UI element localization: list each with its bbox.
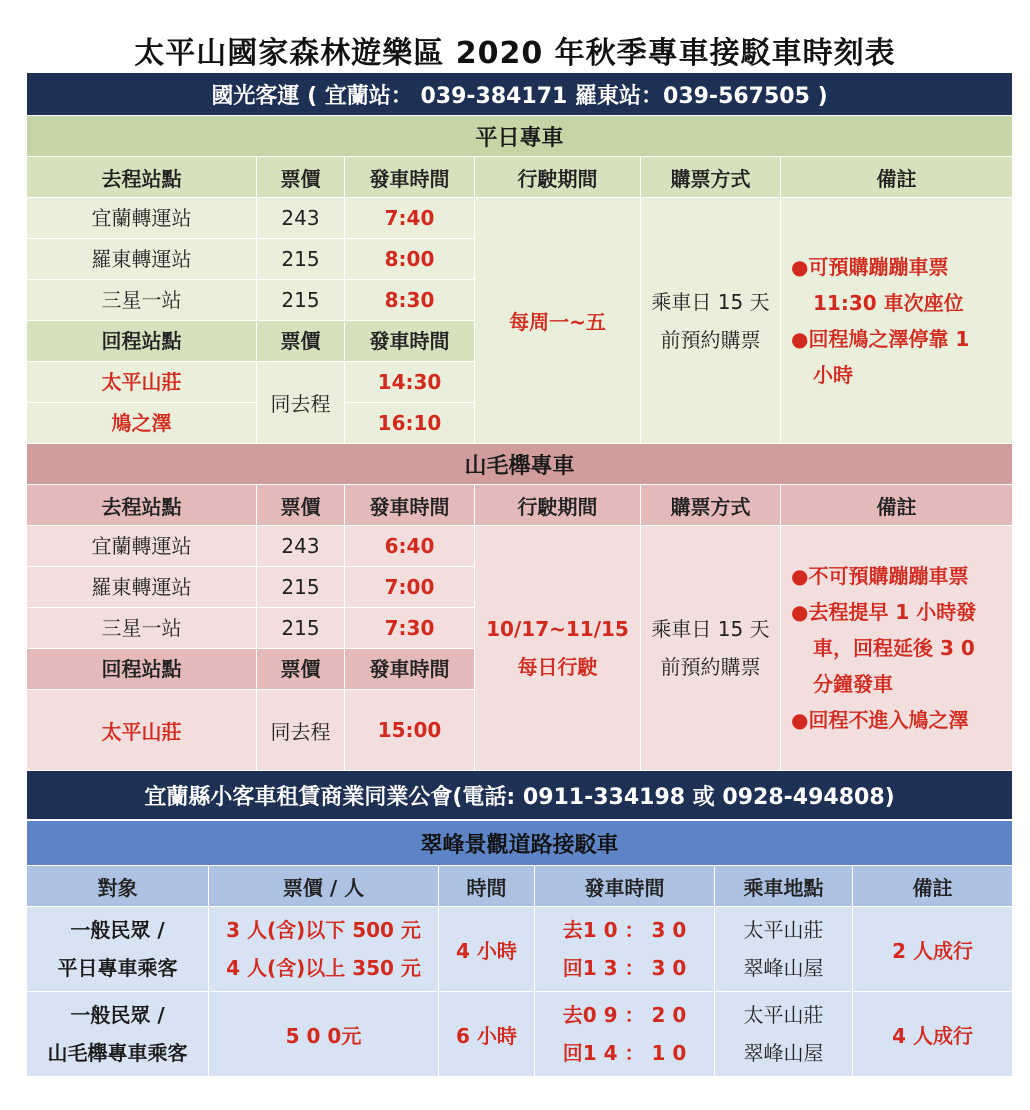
- note-line: ●可預購蹦蹦車票: [791, 254, 949, 279]
- header-notes: 備註: [853, 866, 1013, 907]
- header-price: 票價: [257, 321, 345, 362]
- table-row: [27, 526, 1013, 567]
- page-title: 太平山國家森林遊樂區 2020 年秋季專車接駁車時刻表: [134, 36, 896, 71]
- period-line: 10/17~11/15: [486, 617, 629, 641]
- header-price: 票價: [257, 649, 345, 690]
- header-notes: 備註: [781, 485, 1013, 526]
- target-line: 平日專車乘客: [57, 956, 178, 980]
- header-depart-time: 發車時間: [535, 866, 715, 907]
- note-line: ●去程提早 1 小時發: [791, 600, 977, 624]
- kuokuang-contact-bar: 國光客運 ( 宜蘭站： 039-384171 羅東站：039-567505 ): [27, 73, 1013, 116]
- note-line: 分鐘發車: [813, 672, 893, 696]
- bus-schedule-table: [26, 72, 1013, 820]
- note-line: ●不可預購蹦蹦車票: [791, 564, 969, 588]
- duration-cell: 4 小時: [439, 907, 535, 992]
- header-return-station: 回程站點: [27, 649, 257, 690]
- time-cell: 7:00: [345, 567, 475, 608]
- ticketing-line: 前預約購票: [660, 655, 761, 679]
- note-line: 車，回程延後 3 0: [813, 636, 975, 660]
- ticketing-line: 乘車日 15 天: [651, 289, 770, 314]
- price-cell: 243: [257, 198, 345, 239]
- cuifeng-shuttle-table: [26, 820, 1013, 1077]
- association-contact-bar: 宜蘭縣小客車租賃商業同業公會(電話: 0911-334198 或 0928-494808): [27, 771, 1013, 820]
- station-cell: 羅東轉運站: [27, 239, 257, 280]
- weekday-section-title: 平日專車: [27, 116, 1013, 157]
- header-depart-time: 發車時間: [345, 485, 475, 526]
- header-depart-time: 發車時間: [345, 157, 475, 198]
- beech-section-title: 山毛櫸專車: [27, 444, 1013, 485]
- depart-cell: [535, 992, 715, 1077]
- place-line: 太平山莊: [743, 1003, 824, 1027]
- header-price: 票價: [257, 157, 345, 198]
- place-cell: [715, 992, 853, 1077]
- target-cell: [27, 992, 209, 1077]
- return-time-cell: 14:30: [345, 362, 475, 403]
- target-cell: [27, 907, 209, 992]
- ticketing-line: 乘車日 15 天: [651, 617, 770, 641]
- table-row: [27, 198, 1013, 239]
- ticketing-line: 前預約購票: [660, 327, 761, 352]
- time-cell: 7:30: [345, 608, 475, 649]
- beech-period-cell: [475, 526, 641, 771]
- price-cell: 215: [257, 567, 345, 608]
- header-price-per-person: 票價 / 人: [209, 866, 439, 907]
- time-cell: 6:40: [345, 526, 475, 567]
- return-station-cell: 太平山莊: [27, 362, 257, 403]
- header-return-station: 回程站點: [27, 321, 257, 362]
- station-cell: 宜蘭轉運站: [27, 526, 257, 567]
- price-cell: [209, 907, 439, 992]
- target-line: 一般民眾 /: [70, 1003, 165, 1027]
- target-line: 山毛櫸專車乘客: [47, 1041, 188, 1065]
- return-price-cell: 同去程: [257, 690, 345, 771]
- place-line: 翠峰山屋: [743, 1041, 824, 1065]
- depart-line: 去0 9 ： 2 0: [562, 1003, 687, 1027]
- depart-line: 回1 4 ： 1 0: [562, 1041, 687, 1065]
- table-row: [27, 907, 1013, 992]
- schedule-table-wrapper: [26, 72, 1012, 1077]
- weekday-notes-cell: [781, 198, 1013, 444]
- header-ticketing: 購票方式: [641, 157, 781, 198]
- return-time-cell: 15:00: [345, 690, 475, 771]
- note-cell: 2 人成行: [853, 907, 1013, 992]
- depart-line: 去1 0 ： 3 0: [562, 918, 687, 942]
- weekday-period-cell: 每周一~五: [475, 198, 641, 444]
- note-line: 小時: [813, 362, 853, 387]
- depart-cell: [535, 907, 715, 992]
- station-cell: 宜蘭轉運站: [27, 198, 257, 239]
- beech-ticketing-cell: [641, 526, 781, 771]
- header-notes: 備註: [781, 157, 1013, 198]
- return-time-cell: 16:10: [345, 403, 475, 444]
- weekday-ticketing-cell: [641, 198, 781, 444]
- duration-cell: 6 小時: [439, 992, 535, 1077]
- header-outbound-station: 去程站點: [27, 485, 257, 526]
- time-cell: 8:00: [345, 239, 475, 280]
- target-line: 一般民眾 /: [70, 918, 165, 942]
- weekday-header-row: [27, 157, 1013, 198]
- place-line: 翠峰山屋: [743, 956, 824, 980]
- price-line: 4 人(含)以上 350 元: [226, 956, 421, 980]
- period-line: 每日行駛: [517, 655, 598, 679]
- place-cell: [715, 907, 853, 992]
- beech-header-row: [27, 485, 1013, 526]
- note-line: ●回程鳩之澤停靠 1: [791, 326, 970, 351]
- header-period: 行駛期間: [475, 157, 641, 198]
- price-cell: 215: [257, 280, 345, 321]
- header-depart-time: 發車時間: [345, 321, 475, 362]
- return-price-cell: 同去程: [257, 362, 345, 444]
- header-duration: 時間: [439, 866, 535, 907]
- station-cell: 三星一站: [27, 280, 257, 321]
- header-depart-time: 發車時間: [345, 649, 475, 690]
- header-target: 對象: [27, 866, 209, 907]
- note-cell: 4 人成行: [853, 992, 1013, 1077]
- return-station-cell: 鳩之澤: [27, 403, 257, 444]
- place-line: 太平山莊: [743, 918, 824, 942]
- return-station-cell: 太平山莊: [27, 690, 257, 771]
- price-cell: 243: [257, 526, 345, 567]
- header-price: 票價: [257, 485, 345, 526]
- header-outbound-station: 去程站點: [27, 157, 257, 198]
- price-cell: 215: [257, 608, 345, 649]
- header-boarding-place: 乘車地點: [715, 866, 853, 907]
- header-period: 行駛期間: [475, 485, 641, 526]
- station-cell: 羅東轉運站: [27, 567, 257, 608]
- time-cell: 8:30: [345, 280, 475, 321]
- table-row: [27, 992, 1013, 1077]
- station-cell: 三星一站: [27, 608, 257, 649]
- depart-line: 回1 3 ： 3 0: [562, 956, 687, 980]
- cuifeng-header-row: [27, 866, 1013, 907]
- cuifeng-section-title: 翠峰景觀道路接駁車: [27, 821, 1013, 866]
- header-ticketing: 購票方式: [641, 485, 781, 526]
- price-line: 3 人(含)以下 500 元: [226, 918, 421, 942]
- price-cell: 5 0 0元: [209, 992, 439, 1077]
- beech-notes-cell: [781, 526, 1013, 771]
- price-cell: 215: [257, 239, 345, 280]
- note-line: 11:30 車次座位: [813, 290, 964, 315]
- time-cell: 7:40: [345, 198, 475, 239]
- note-line: ●回程不進入鳩之澤: [791, 708, 969, 732]
